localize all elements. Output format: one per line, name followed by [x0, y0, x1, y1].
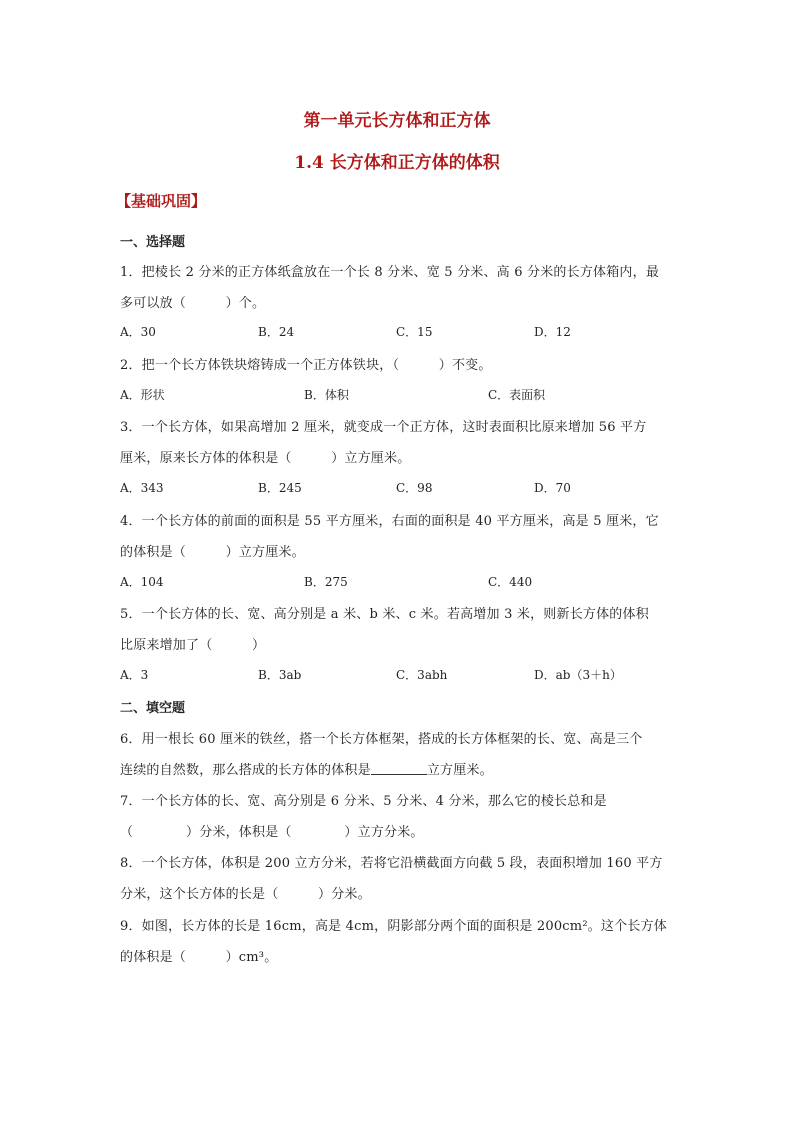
q3-option-b[interactable]: B．245: [258, 481, 302, 495]
q4-option-c[interactable]: C．440: [488, 575, 533, 589]
q7-text-line1: 7．一个长方体的长、宽、高分别是 6 分米、5 分米、4 分米，那么它的棱长总和是: [120, 794, 607, 809]
q2-option-b[interactable]: B．体积: [304, 388, 349, 402]
q6-answer-blank[interactable]: [371, 762, 427, 775]
q3-option-d[interactable]: D．70: [534, 481, 571, 495]
q8-text-line1: 8．一个长方体，体积是 200 立方分米，若将它沿横截面方向截 5 段，表面积增加 160 平方: [120, 856, 663, 871]
q3-text-line1: 3．一个长方体，如果高增加 2 厘米，就变成一个正方体，这时表面积比原来增加 56 平方: [120, 420, 647, 435]
q5-text-line2: 比原来增加了（ ）: [120, 638, 266, 653]
q6-text-line2-start: 连续的自然数，那么搭成的长方体的体积是: [120, 763, 371, 778]
q4-option-b[interactable]: B．275: [304, 575, 348, 589]
q3-text-line2: 厘米，原来长方体的体积是（ ）立方厘米。: [120, 451, 411, 466]
part1-heading: 一、选择题: [120, 235, 186, 250]
unit-title: 第一单元长方体和正方体: [303, 111, 491, 131]
q6-text-line2: [120, 759, 493, 778]
q1-option-a[interactable]: A．30: [120, 325, 156, 339]
q5-option-a[interactable]: A．3: [120, 668, 149, 682]
part2-heading: 二、填空题: [120, 701, 186, 716]
q6-text-line1: 6．用一根长 60 厘米的铁丝，搭一个长方体框架，搭成的长方体框架的长、宽、高是三个: [120, 732, 643, 747]
q4-text-line2: 的体积是（ ）立方厘米。: [120, 545, 305, 560]
q9-text-line2: 的体积是（ ）cm³。: [120, 950, 278, 965]
q3-option-c[interactable]: C．98: [396, 481, 433, 495]
q1-option-b[interactable]: B．24: [258, 325, 295, 339]
q1-option-c[interactable]: C．15: [396, 325, 433, 339]
q2-text-line1: 2．把一个长方体铁块熔铸成一个正方体铁块，（ ）不变。: [120, 358, 492, 373]
q7-text-line2: （ ）分米，体积是（ ）立方分米。: [120, 825, 424, 840]
lesson-title: 1.4 长方体和正方体的体积: [294, 153, 500, 173]
q1-text-line2: 多可以放（ ）个。: [120, 296, 266, 311]
section-label: 【基础巩固】: [116, 192, 207, 210]
q1-option-d[interactable]: D．12: [534, 325, 571, 339]
q2-option-a[interactable]: A．形状: [120, 388, 165, 402]
q2-option-c[interactable]: C．表面积: [488, 388, 546, 402]
q1-text-line1: 1．把棱长 2 分米的正方体纸盒放在一个长 8 分米、宽 5 分米、高 6 分米的长方体箱内，最: [120, 265, 660, 280]
q5-option-d[interactable]: D．ab（3＋h）: [534, 668, 622, 682]
q8-text-line2: 分米，这个长方体的长是（ ）分米。: [120, 887, 371, 902]
q4-option-a[interactable]: A．104: [120, 575, 164, 589]
q4-text-line1: 4．一个长方体的前面的面积是 55 平方厘米，右面的面积是 40 平方厘米，高是 5 厘米，它: [120, 514, 659, 529]
q5-option-c[interactable]: C．3abh: [396, 668, 448, 682]
q5-option-b[interactable]: B．3ab: [258, 668, 302, 682]
q3-option-a[interactable]: A．343: [120, 481, 164, 495]
q6-text-line2-end: 立方厘米。: [426, 763, 493, 778]
q5-text-line1: 5．一个长方体的长、宽、高分别是 a 米、b 米、c 米。若高增加 3 米，则新长方体的体积: [120, 607, 649, 622]
q9-text-line1: 9．如图，长方体的长是 16cm，高是 4cm，阴影部分两个面的面积是 200cm²。这个长方体: [120, 919, 667, 934]
